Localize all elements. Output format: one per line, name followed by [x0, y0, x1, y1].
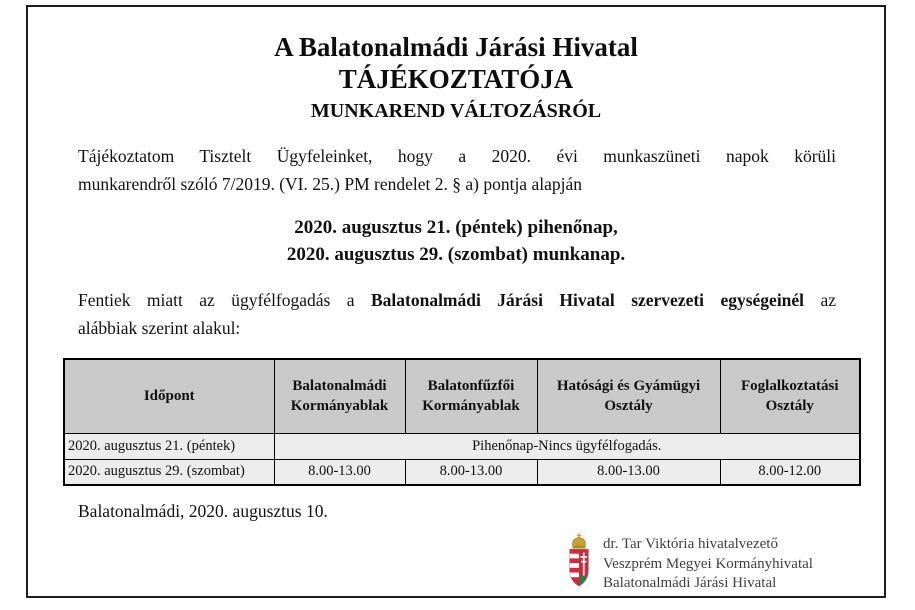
hungarian-coat-of-arms-icon — [562, 533, 596, 589]
row-date-cell: 2020. augusztus 29. (szombat) — [64, 459, 274, 485]
signature-lines — [603, 533, 813, 594]
body-paragraph — [78, 286, 836, 342]
body-text: az — [820, 290, 837, 310]
table-row — [64, 433, 860, 459]
schedule-table — [63, 358, 861, 486]
highlighted-dates — [28, 214, 884, 268]
table-row — [64, 459, 860, 485]
document-title — [28, 31, 884, 124]
title-line-2: TÁJÉKOZTATÓJA — [338, 64, 574, 94]
row-date-cell: 2020. augusztus 21. (péntek) — [64, 433, 274, 459]
body-text: Fentiek miatt az ügyfélfogadás a — [78, 290, 355, 310]
hours-cell: 8.00-13.00 — [537, 459, 720, 485]
body-line-2: alábbiak szerint alakul: — [78, 318, 241, 338]
signatory-org-2: Balatonalmádi Járási Hivatal — [603, 575, 777, 591]
signatory-org-1: Veszprém Megyei Kormányhivatal — [603, 555, 813, 572]
document-page — [26, 5, 886, 598]
date-line-2: 2020. augusztus 29. (szombat) munkanap. — [286, 244, 626, 265]
column-header-hatosagi: Hatósági és Gyámügyi Osztály — [537, 359, 720, 433]
intro-line-2: munkarendről szóló 7/2019. (VI. 25.) PM rendelet 2. § a) pontja alapján — [78, 174, 582, 194]
signatory-name: dr. Tar Viktória hivatalvezető — [603, 536, 778, 552]
column-header-idopont: Időpont — [64, 359, 274, 433]
column-header-balatonalmadi: Balatonalmádi Kormányablak — [274, 359, 405, 433]
signature-block — [562, 533, 884, 594]
title-line-3: MUNKAREND VÁLTOZÁSRÓL — [310, 100, 602, 122]
body-line-1 — [78, 286, 836, 314]
closing-date-line: Balatonalmádi, 2020. augusztus 10. — [78, 501, 328, 521]
title-line-1: A Balatonalmádi Járási Hivatal — [274, 32, 638, 62]
table-header-row — [64, 359, 860, 433]
column-header-balatonfuzfoi: Balatonfűzfői Kormányablak — [405, 359, 537, 433]
intro-line-1: Tájékoztatom Tisztelt Ügyfeleinket, hogy a 2020. évi munkaszüneti napok körüli — [78, 146, 836, 166]
intro-paragraph — [78, 142, 836, 198]
body-bold-text: Balatonalmádi Járási Hivatal szervezeti egységeinél — [370, 290, 805, 310]
hours-cell: 8.00-13.00 — [274, 459, 405, 485]
hours-cell: 8.00-12.00 — [720, 459, 860, 485]
column-header-foglalkoztatasi: Foglalkoztatási Osztály — [720, 359, 860, 433]
merged-status-cell: Pihenőnap-Nincs ügyfélfogadás. — [274, 433, 860, 459]
date-line-1: 2020. augusztus 21. (péntek) pihenőnap, — [294, 217, 618, 238]
hours-cell: 8.00-13.00 — [405, 459, 537, 485]
